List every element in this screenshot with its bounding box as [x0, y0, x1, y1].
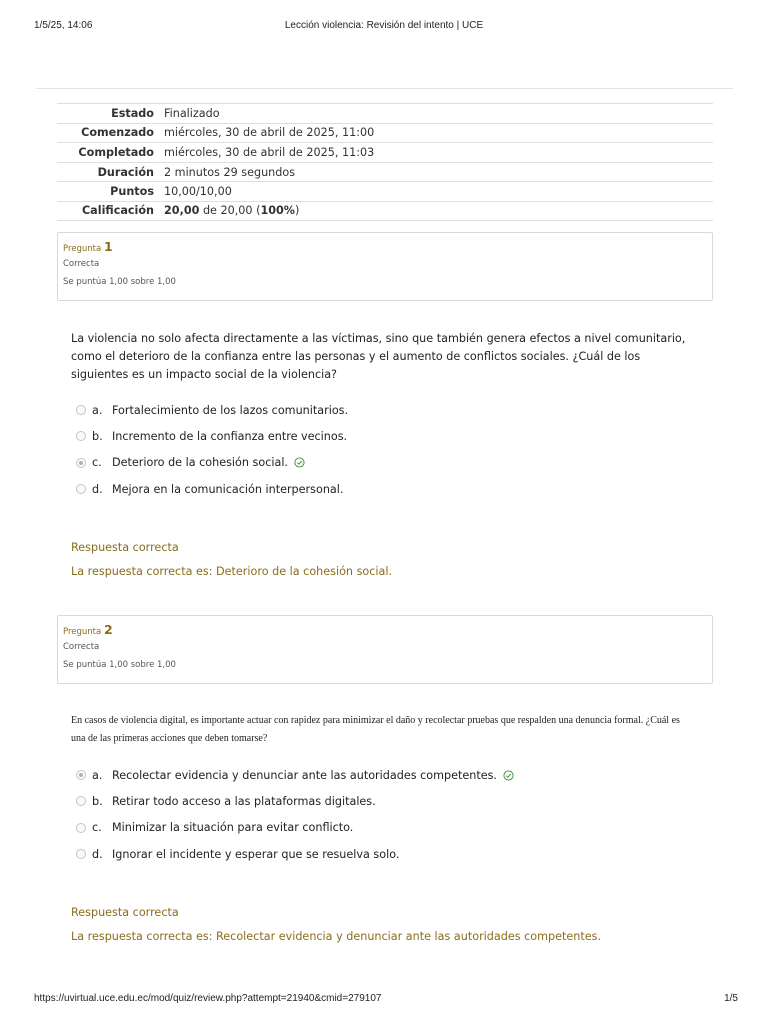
answer-letter: d. — [92, 847, 103, 861]
answer-text: Retirar todo acceso a las plataformas digitales. — [112, 794, 376, 808]
answer-list-2 — [76, 762, 696, 867]
feedback-status: Respuesta correcta — [71, 906, 179, 919]
summary-row-completado — [57, 142, 713, 162]
answer-option[interactable] — [76, 788, 696, 814]
answer-option[interactable] — [76, 815, 696, 841]
summary-label: Comenzado — [81, 126, 154, 140]
feedback-status: Respuesta correcta — [71, 541, 179, 554]
answer-text: Mejora en la comunicación interpersonal. — [112, 482, 344, 496]
feedback-right-answer: La respuesta correcta es: Recolectar evidencia y denunciar ante las autoridades competentes. — [71, 930, 602, 943]
question-info-2 — [57, 615, 713, 684]
answer-option-selected[interactable] — [76, 762, 696, 788]
check-circle-icon — [503, 770, 514, 781]
attempt-summary-table — [57, 103, 713, 221]
question-number-value: 1 — [103, 239, 113, 254]
divider — [36, 88, 733, 89]
question-number — [63, 239, 707, 254]
answer-letter: d. — [92, 482, 103, 496]
question-text-1: La violencia no solo afecta directamente a las víctimas, sino que también genera efectos a nivel comunitario, como el deterioro de la confianza entre las personas y el aumento de conflictos sociales. ¿Cuál de los siguientes es un impacto social de la violencia? — [71, 332, 686, 381]
summary-label: Estado — [111, 106, 154, 120]
question-state: Correcta — [63, 259, 100, 269]
summary-value: 10,00/10,00 — [164, 185, 232, 199]
summary-row-comenzado — [57, 123, 713, 143]
question-number — [63, 622, 707, 637]
radio-button-checked[interactable] — [76, 770, 86, 780]
answer-letter: c. — [92, 821, 102, 835]
radio-button[interactable] — [76, 796, 86, 806]
answer-text: Fortalecimiento de los lazos comunitarios. — [112, 403, 349, 417]
summary-label: Completado — [78, 145, 154, 159]
grade-value — [164, 204, 299, 217]
radio-button-checked[interactable] — [76, 458, 86, 468]
summary-row-estado — [57, 103, 713, 123]
summary-value: Finalizado — [164, 106, 220, 120]
grade-close: ) — [295, 204, 300, 218]
answer-list-1 — [76, 397, 696, 502]
print-date: 1/5/25, 14:06 — [34, 20, 93, 31]
answer-letter: c. — [92, 456, 102, 470]
summary-row-calificacion — [57, 201, 713, 221]
question-state: Correcta — [63, 642, 100, 652]
summary-label: Puntos — [110, 185, 154, 199]
summary-label: Duración — [97, 165, 154, 179]
question-number-value: 2 — [103, 622, 113, 637]
answer-text: Recolectar evidencia y denunciar ante las autoridades competentes. — [112, 768, 497, 782]
radio-button[interactable] — [76, 431, 86, 441]
answer-letter: b. — [92, 794, 103, 808]
answer-text: Deterioro de la cohesión social. — [112, 456, 288, 470]
summary-value: miércoles, 30 de abril de 2025, 11:00 — [164, 126, 375, 140]
grade-score: 20,00 — [164, 204, 200, 218]
summary-label: Calificación — [81, 204, 154, 218]
answer-option-selected[interactable] — [76, 450, 696, 476]
grade-of: de 20,00 ( — [199, 204, 261, 218]
grade-percent: 100% — [260, 204, 295, 218]
summary-value: miércoles, 30 de abril de 2025, 11:03 — [164, 145, 375, 159]
check-circle-icon — [294, 457, 305, 468]
radio-button[interactable] — [76, 405, 86, 415]
radio-button[interactable] — [76, 484, 86, 494]
answer-letter: a. — [92, 768, 103, 782]
question-grade: Se puntúa 1,00 sobre 1,00 — [63, 660, 176, 670]
page-number: 1/5 — [724, 993, 738, 1004]
question-prefix: Pregunta — [63, 244, 104, 254]
feedback-1 — [71, 541, 711, 578]
answer-option[interactable] — [76, 476, 696, 502]
radio-button[interactable] — [76, 823, 86, 833]
answer-option[interactable] — [76, 397, 696, 423]
page-url[interactable]: https://uvirtual.uce.edu.ec/mod/quiz/review.php?attempt=21940&cmid=279107 — [34, 993, 382, 1004]
print-header — [0, 20, 768, 34]
answer-letter: b. — [92, 429, 103, 443]
answer-text: Minimizar la situación para evitar conflicto. — [112, 821, 354, 835]
feedback-right-answer: La respuesta correcta es: Deterioro de la cohesión social. — [71, 565, 393, 578]
answer-text: Ignorar el incidente y esperar que se resuelva solo. — [112, 847, 400, 861]
answer-text: Incremento de la confianza entre vecinos. — [112, 429, 348, 443]
summary-row-duracion — [57, 162, 713, 182]
answer-option[interactable] — [76, 841, 696, 867]
question-info-1 — [57, 232, 713, 301]
summary-row-puntos — [57, 181, 713, 201]
question-grade: Se puntúa 1,00 sobre 1,00 — [63, 277, 176, 287]
question-text-2: En casos de violencia digital, es importante actuar con rapidez para minimizar el daño y recolectar pruebas que respalden una denuncia formal. ¿Cuál es una de las primeras acciones que deben tomarse? — [71, 715, 680, 744]
answer-option[interactable] — [76, 423, 696, 449]
radio-button[interactable] — [76, 849, 86, 859]
question-prefix: Pregunta — [63, 627, 104, 637]
answer-letter: a. — [92, 403, 103, 417]
summary-value: 2 minutos 29 segundos — [164, 165, 296, 179]
feedback-2 — [71, 906, 711, 943]
print-title: Lección violencia: Revisión del intento | UCE — [284, 20, 484, 31]
